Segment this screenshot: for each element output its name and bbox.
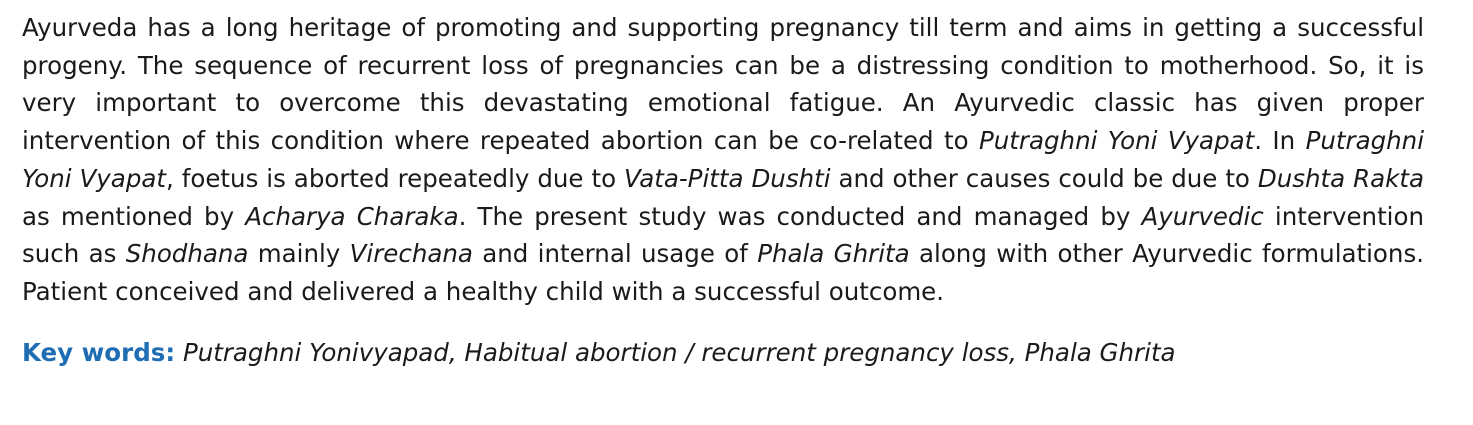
- abstract-text-segment: . The present study was conducted and managed by: [458, 201, 1142, 231]
- abstract-italic-term: Putraghni Yoni Vyapat: [979, 126, 1255, 156]
- abstract-text-segment: intervention such as: [22, 201, 1425, 269]
- abstract-italic-term: Putraghni Yoni Vyapat: [22, 126, 1425, 193]
- abstract-text-segment: Ayurveda has a long heritage of promoting and supporting pregnancy till term and aims in getting a successful progeny. The sequence of recurrent loss of pregnancies can be a distressing condition to motherhood. So, it is very important to overcome this devastating emotional fatigue. An Ayurvedic classic has given proper intervention of this condition where repeated abortion can be co-related to: [22, 13, 1424, 156]
- abstract-italic-term: Acharya Charaka: [245, 201, 459, 231]
- abstract-text-segment: and internal usage of: [472, 239, 758, 269]
- abstract-italic-term: Virechana: [349, 239, 473, 269]
- abstract-text-segment: , foetus is aborted repeatedly due to: [166, 163, 625, 193]
- abstract-text-segment: and other causes could be due to: [830, 163, 1258, 193]
- abstract-italic-term: Shodhana: [125, 239, 249, 269]
- abstract-text-segment: as mentioned by: [22, 201, 246, 231]
- abstract-paragraph: [22, 9, 1424, 311]
- abstract-text-segment: along with other Ayurvedic formulations. Patient conceived and delivered a healthy child with a successful outcome.: [22, 239, 1424, 306]
- abstract-italic-term: Vata-Pitta Dushti: [624, 163, 831, 193]
- abstract-section: [22, 9, 1424, 371]
- keywords-line: [22, 334, 1424, 372]
- abstract-italic-term: Dushta Rakta: [1257, 163, 1424, 193]
- abstract-text-segment: . In: [1254, 126, 1306, 156]
- abstract-text-segment: mainly: [248, 239, 350, 269]
- keywords-values: Putraghni Yonivyapad, Habitual abortion / recurrent pregnancy loss, Phala Ghrita: [182, 337, 1176, 367]
- keywords-label: Key words:: [22, 337, 176, 367]
- abstract-italic-term: Ayurvedic: [1141, 201, 1264, 231]
- abstract-italic-term: Phala Ghrita: [757, 239, 910, 269]
